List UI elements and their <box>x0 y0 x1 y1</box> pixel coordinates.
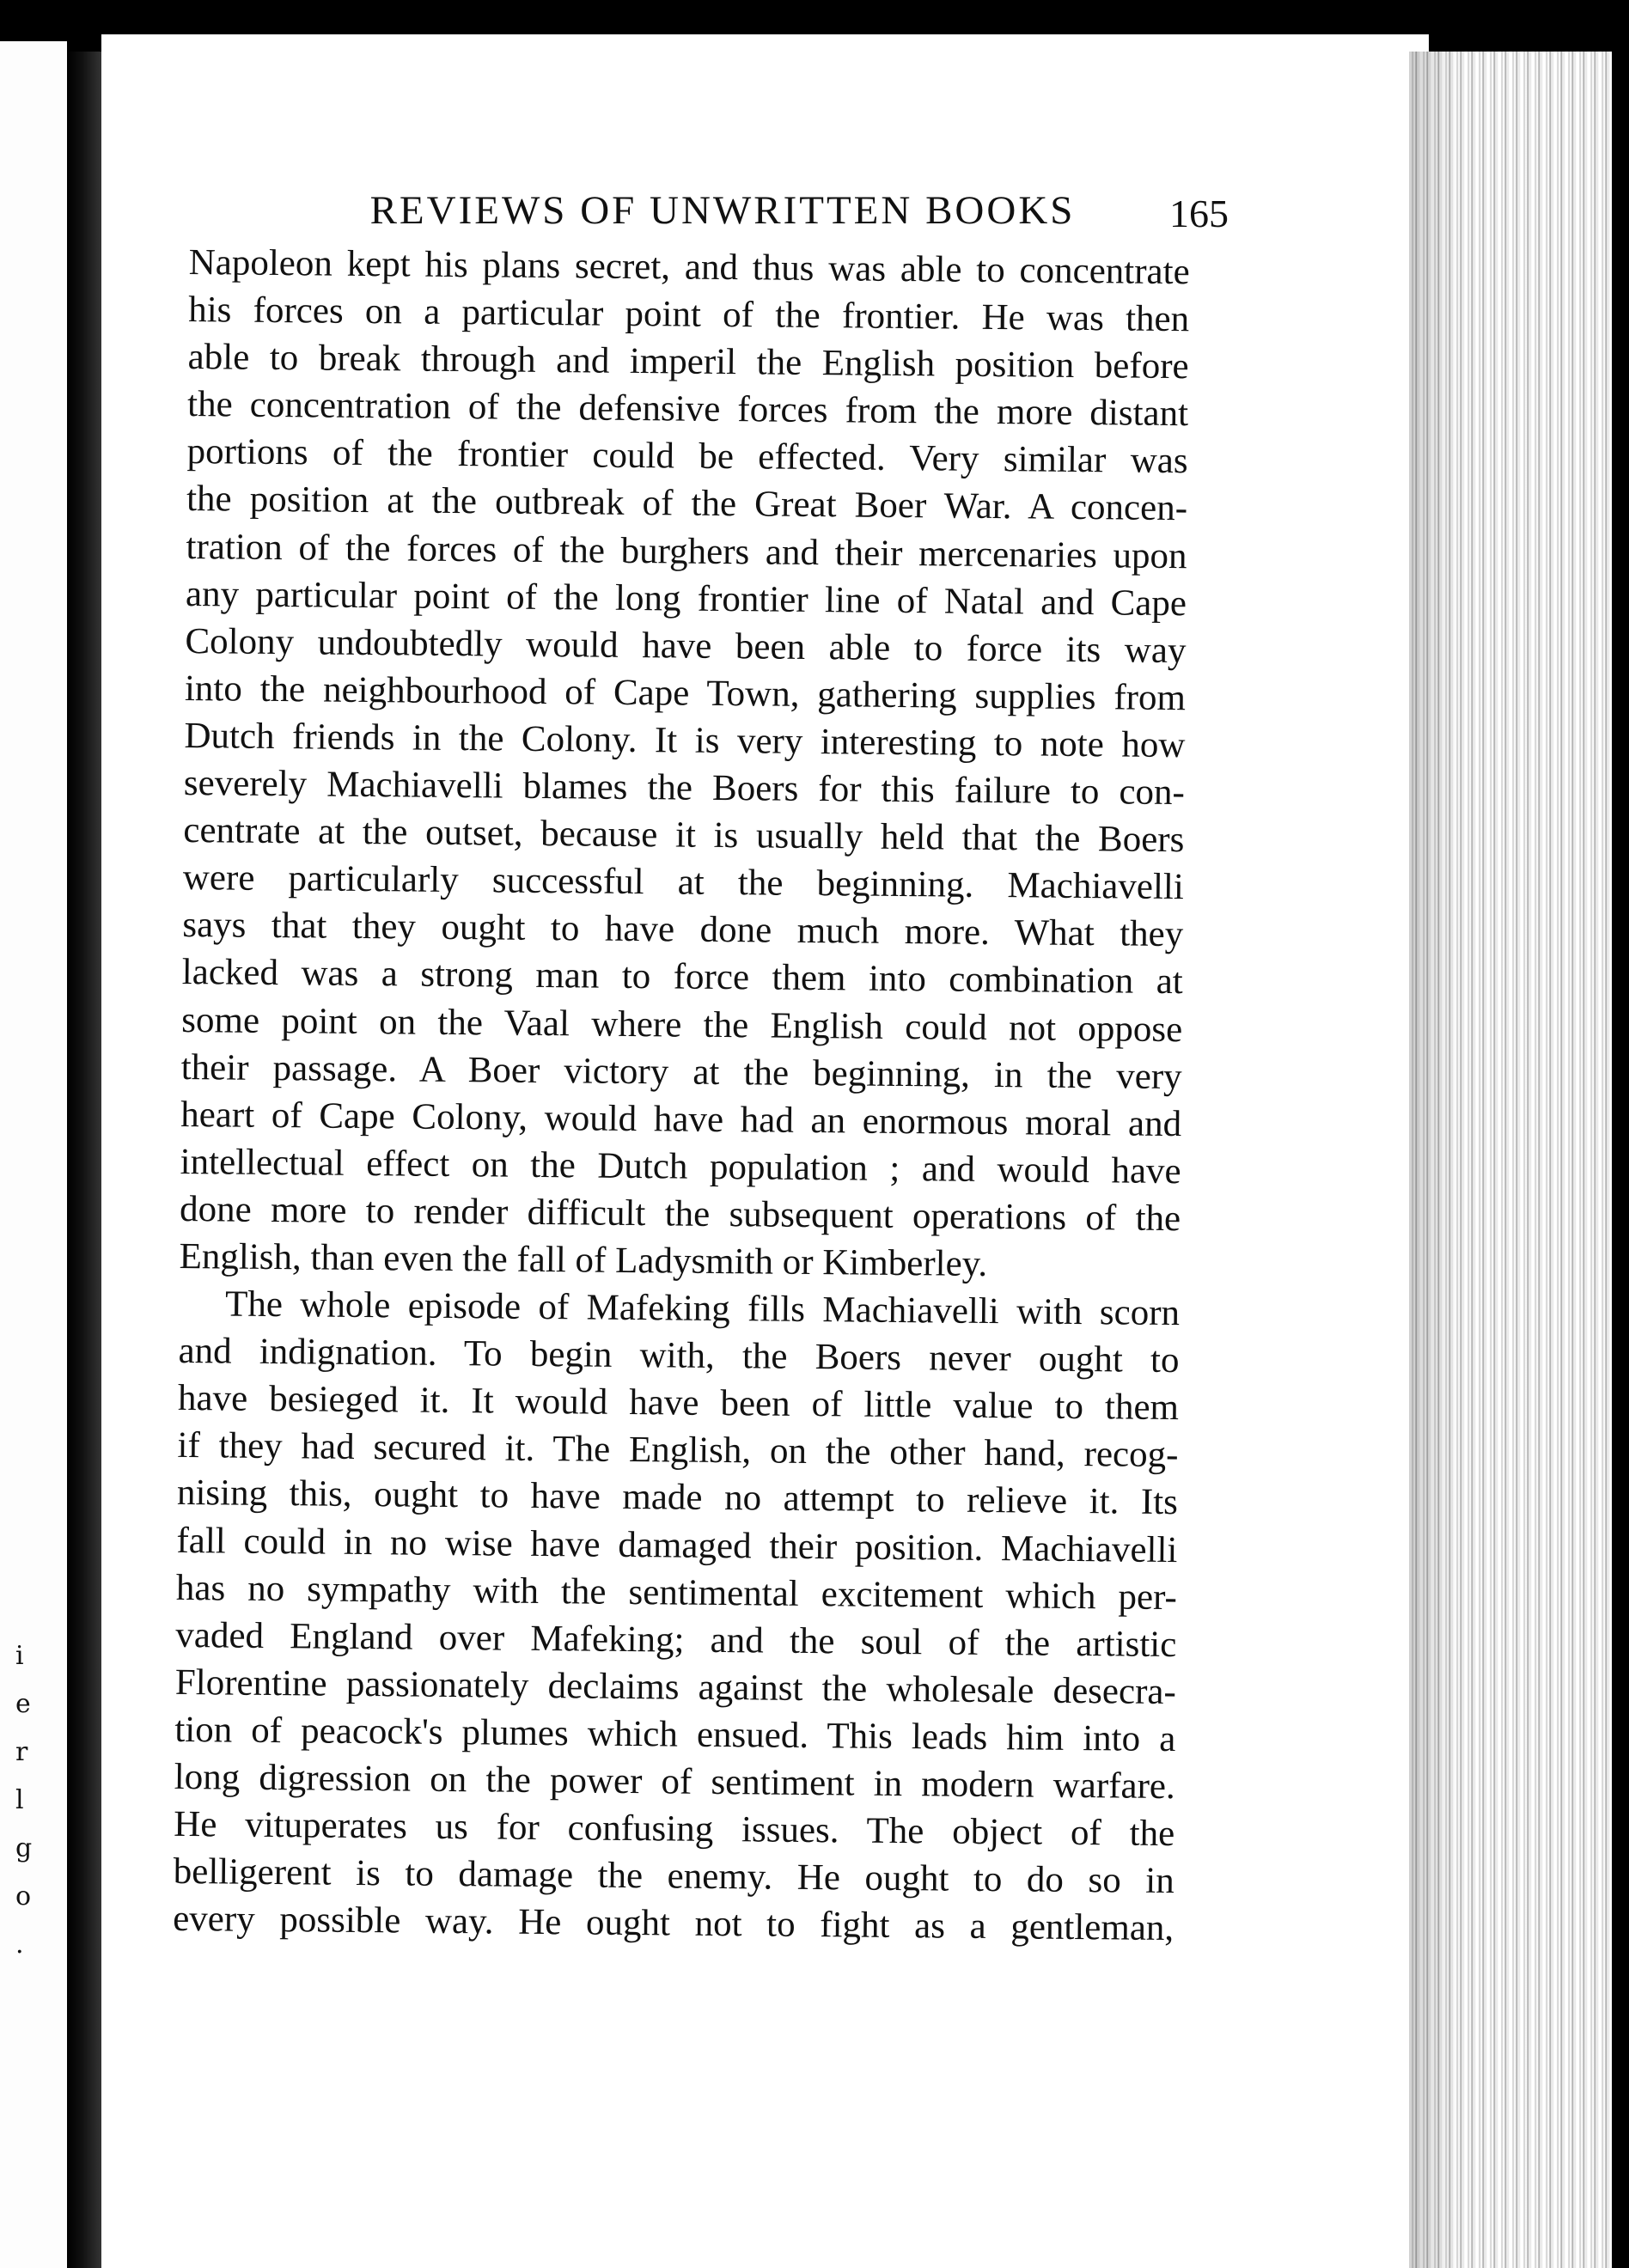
text-line: Napoleon kept his plans secret, and thus was able to concentrate <box>188 241 1190 293</box>
text-line: done more to render difficult the subsequent operations of the <box>179 1188 1181 1240</box>
facing-page-char: i <box>15 1641 24 1671</box>
facing-page-char: e <box>15 1689 31 1719</box>
facing-page-edge <box>0 41 67 2268</box>
text-line: portions of the frontier could be effected. Very similar was <box>186 431 1188 482</box>
facing-page-char: r <box>15 1737 28 1767</box>
facing-page-char: l <box>15 1785 24 1815</box>
text-line: lacked was a strong man to force them into combination at <box>181 952 1183 1003</box>
text-line: tration of the forces of the burghers and their mercenaries upon <box>186 526 1187 576</box>
text-line: severely Machiavelli blames the Boers for this failure to con- <box>183 763 1186 814</box>
text-line: nising this, ought to have made no attempt to relieve it. Its <box>176 1472 1179 1523</box>
text-line: centrate at the outset, because it is usually held that the Boers <box>183 810 1185 861</box>
text-line: vaded England over Mafeking; and the soul of the artistic <box>175 1614 1177 1665</box>
text-line: says that they ought to have done much more. What they <box>182 905 1184 955</box>
text-line: long digression on the power of sentiment in modern warfare. <box>174 1756 1175 1808</box>
text-line: He vituperates us for confusing issues. The object of the <box>174 1804 1175 1855</box>
text-line: any particular point of the long frontier line of Natal and Cape <box>185 573 1187 624</box>
text-line: heart of Cape Colony, would have had an enormous moral and <box>180 1094 1182 1144</box>
text-line: some point on the Vaal where the English could not oppose <box>181 999 1183 1050</box>
text-line: Florentine passionately declaims against the wholesale desecra- <box>174 1661 1177 1712</box>
text-line: The whole episode of Mafeking fills Machiavelli with scorn <box>224 1283 1181 1334</box>
book-gutter <box>67 52 105 2268</box>
page-number: 165 <box>1169 192 1229 235</box>
text-line: the concentration of the defensive forces from the more distant <box>186 384 1189 435</box>
paragraph <box>173 1280 1180 1952</box>
text-line: into the neighbourhood of Cape Town, gathering supplies from <box>184 668 1187 719</box>
text-line: their passage. A Boer victory at the beginning, in the very <box>180 1046 1182 1097</box>
facing-page-fragments <box>15 1632 33 1969</box>
running-head: REVIEWS OF UNWRITTEN BOOKS <box>369 188 1076 233</box>
text-line: were particularly successful at the beginning. Machiavelli <box>182 857 1185 908</box>
text-line: the position at the outbreak of the Great Boer War. A concen- <box>186 479 1188 529</box>
text-line: have besieged it. It would have been of little value to them <box>177 1378 1180 1429</box>
text-line: Colony undoubtedly would have been able to force its way <box>185 620 1187 671</box>
text-line: his forces on a particular point of the frontier. He was then <box>187 290 1190 340</box>
body-text <box>173 239 1190 1952</box>
text-line: if they had secured it. The English, on the other hand, recog- <box>177 1425 1179 1476</box>
text-line: fall could in no wise have damaged their position. Machiavelli <box>176 1520 1178 1570</box>
facing-page-char: o <box>15 1881 32 1911</box>
text-line: belligerent is to damage the enemy. He ought to do so in <box>173 1851 1174 1902</box>
text-line: tion of peacock's plumes which ensued. This leads him into a <box>174 1709 1176 1760</box>
text-line: has no sympathy with the sentimental excitement which per- <box>175 1567 1178 1618</box>
page-fore-edge-shadow <box>1409 52 1461 2268</box>
text-line: intellectual effect on the Dutch population ; and would have <box>180 1141 1181 1192</box>
text-line: every possible way. He ought not to fight as a gentleman, <box>173 1899 1174 1949</box>
facing-page-char: . <box>15 1930 24 1960</box>
text-line: and indignation. To begin with, the Boers never ought to <box>178 1331 1180 1381</box>
facing-page-char: g <box>15 1833 33 1863</box>
text-line: English, than even the fall of Ladysmith or Kimberley. <box>179 1235 988 1284</box>
text-line: able to break through and imperil the English position before <box>187 337 1189 387</box>
text-line: Dutch friends in the Colony. It is very interesting to note how <box>184 715 1186 766</box>
paragraph <box>179 239 1190 1289</box>
